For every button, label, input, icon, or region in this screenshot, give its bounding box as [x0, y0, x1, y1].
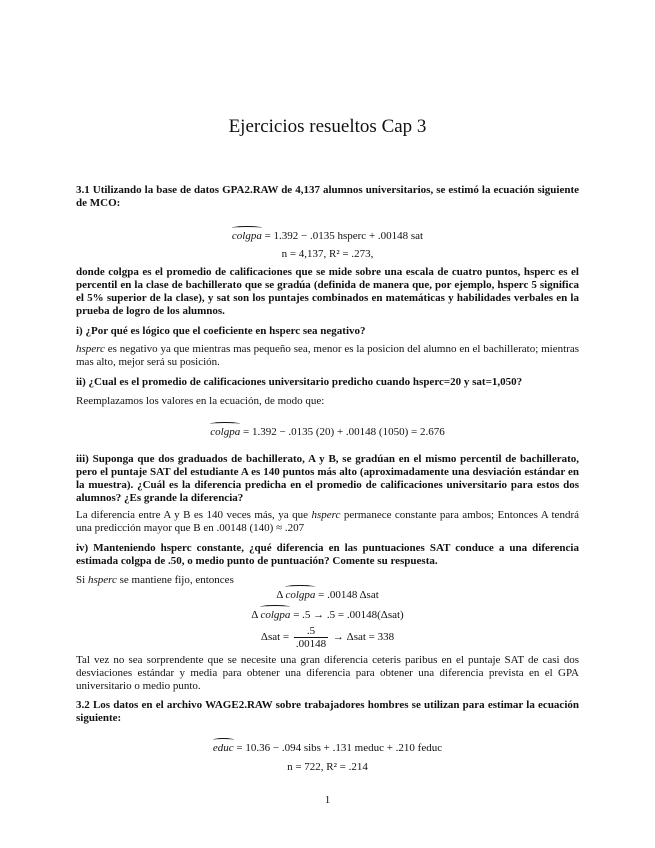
q31-ii-answer: Reemplazamos los valores en la ecuación, de modo que: [76, 395, 325, 407]
q31-i-answer-var: hsperc [76, 343, 105, 355]
q32-equation-1 [0, 741, 655, 755]
q31-iv-question: iv) Manteniendo hsperc constante, ¿qué diferencia en las puntuaciones SAT conduce a una diferencia estimada colgpa de .50, o medio punto de puntuación? Comente su respuesta. [76, 542, 579, 567]
q31-equation-2: n = 4,137, R² = .273, [281, 248, 374, 260]
q31-iv-answer-2: se mantiene fijo, entonces [116, 574, 234, 586]
q31-iv-eq2-var: colgpa [260, 609, 291, 621]
q31-iv-eq2-pre: Δ [251, 609, 261, 621]
q31-iv-eq1-var: colgpa [285, 589, 316, 601]
q31-iv-equation-2 [0, 608, 655, 622]
q31-ii-eq-rhs: = 1.392 − .0135 (20) + .00148 (1050) = 2.676 [242, 426, 445, 438]
q31-iv-answer-var: hsperc [87, 574, 117, 586]
q32-eq1-var: educ [212, 742, 234, 754]
q31-iv-eq1-rhs: = .00148 Δsat [315, 589, 379, 601]
q31-iv-comment: Tal vez no sea sorprendente que se necesite una gran diferencia ceteris paribus en el puntaje SAT de casi dos desviaciones estándar y media para obtener una diferencia para obtener una diferencia prevista en el GPA universitario o medio punto. [76, 654, 579, 692]
q31-description: donde colgpa es el promedio de calificaciones que se mide sobre una escala de cuatro puntos, hsperc es el percentil en la clase de bachillerato que se gradúa (definida de manera que, por ejemplo, hsperc 5 significa el 5% superior de la clase), y sat son los puntajes combinados en matemáticas y habilidades verbales en la prueba de logro de los alumnos. [76, 266, 579, 317]
q31-iii-answer-var: hsperc [311, 509, 341, 521]
q31-iii-question: iii) Suponga que dos graduados de bachillerato, A y B, se gradúan en el mismo percentil de bachillerato, pero el puntaje SAT del estudiante A es 140 puntos más alto (aproximadamente una desviación estándar en la muestra). ¿Cuál es la diferencia predicha en el promedio de calificaciones universitario para estos dos alumnos? ¿Es grande la diferencia? [76, 453, 579, 504]
q31-i-question: i) ¿Por qué es lógico que el coeficiente en hsperc sea negativo? [76, 325, 366, 337]
q31-i-answer [76, 343, 579, 369]
q31-iv-equation-1 [0, 588, 655, 602]
fraction-numerator: .5 [294, 625, 328, 638]
q31-iv-eq3-lhs: Δsat = [260, 631, 292, 644]
q31-iv-eq3-rhs: → Δsat = 338 [330, 631, 395, 644]
q31-ii-eq-var: colgpa [210, 426, 241, 438]
q31-iii-answer-2: permanece constante para ambos; Entonces A tendrá una predicción mayor que B en .00148 (140) ≈ .207 [76, 509, 579, 534]
q31-equation-1 [0, 229, 655, 243]
q31-eq1-var: colgpa [231, 230, 262, 242]
q31-heading: 3.1 Utilizando la base de datos GPA2.RAW de 4,137 alumnos universitarios, se estimó la ecuación siguiente de MCO: [76, 184, 579, 209]
q32-heading: 3.2 Los datos en el archivo WAGE2.RAW sobre trabajadores hombres se utilizan para estimar la ecuación siguiente: [76, 699, 579, 724]
fraction-denominator: .00148 [295, 638, 327, 650]
q31-iv-eq1-pre: Δ [276, 589, 286, 601]
q31-iv-eq2-rhs: = .5 → .5 = .00148(Δsat) [290, 609, 404, 621]
q31-iv-answer-1: Si [76, 574, 88, 586]
q31-iv-eq3-fraction [294, 625, 328, 650]
q31-iv-answer [76, 574, 579, 587]
q32-equation-2: n = 722, R² = .214 [287, 761, 368, 773]
q31-iv-equation-3 [0, 625, 655, 650]
page-number: 1 [324, 794, 331, 806]
q31-i-answer-text: es negativo ya que mientras mas pequeño sea, menor es la posicion del alumno en el bachillerato; mientras mas alto, mejor será su posición. [76, 343, 579, 368]
q31-iii-answer-1: La diferencia entre A y B es 140 veces más, ya que [76, 509, 312, 521]
document-title: Ejercicios resueltos Cap 3 [228, 116, 427, 137]
q32-eq1-rhs: = 10.36 − .094 sibs + .131 meduc + .210 feduc [233, 742, 443, 754]
q31-ii-equation [0, 425, 655, 439]
q31-iii-answer [76, 509, 579, 535]
q31-ii-question: ii) ¿Cual es el promedio de calificaciones universitario predicho cuando hsperc=20 y sat=1,050? [76, 376, 523, 388]
q31-eq1-rhs: = 1.392 − .0135 hsperc + .00148 sat [264, 230, 424, 242]
